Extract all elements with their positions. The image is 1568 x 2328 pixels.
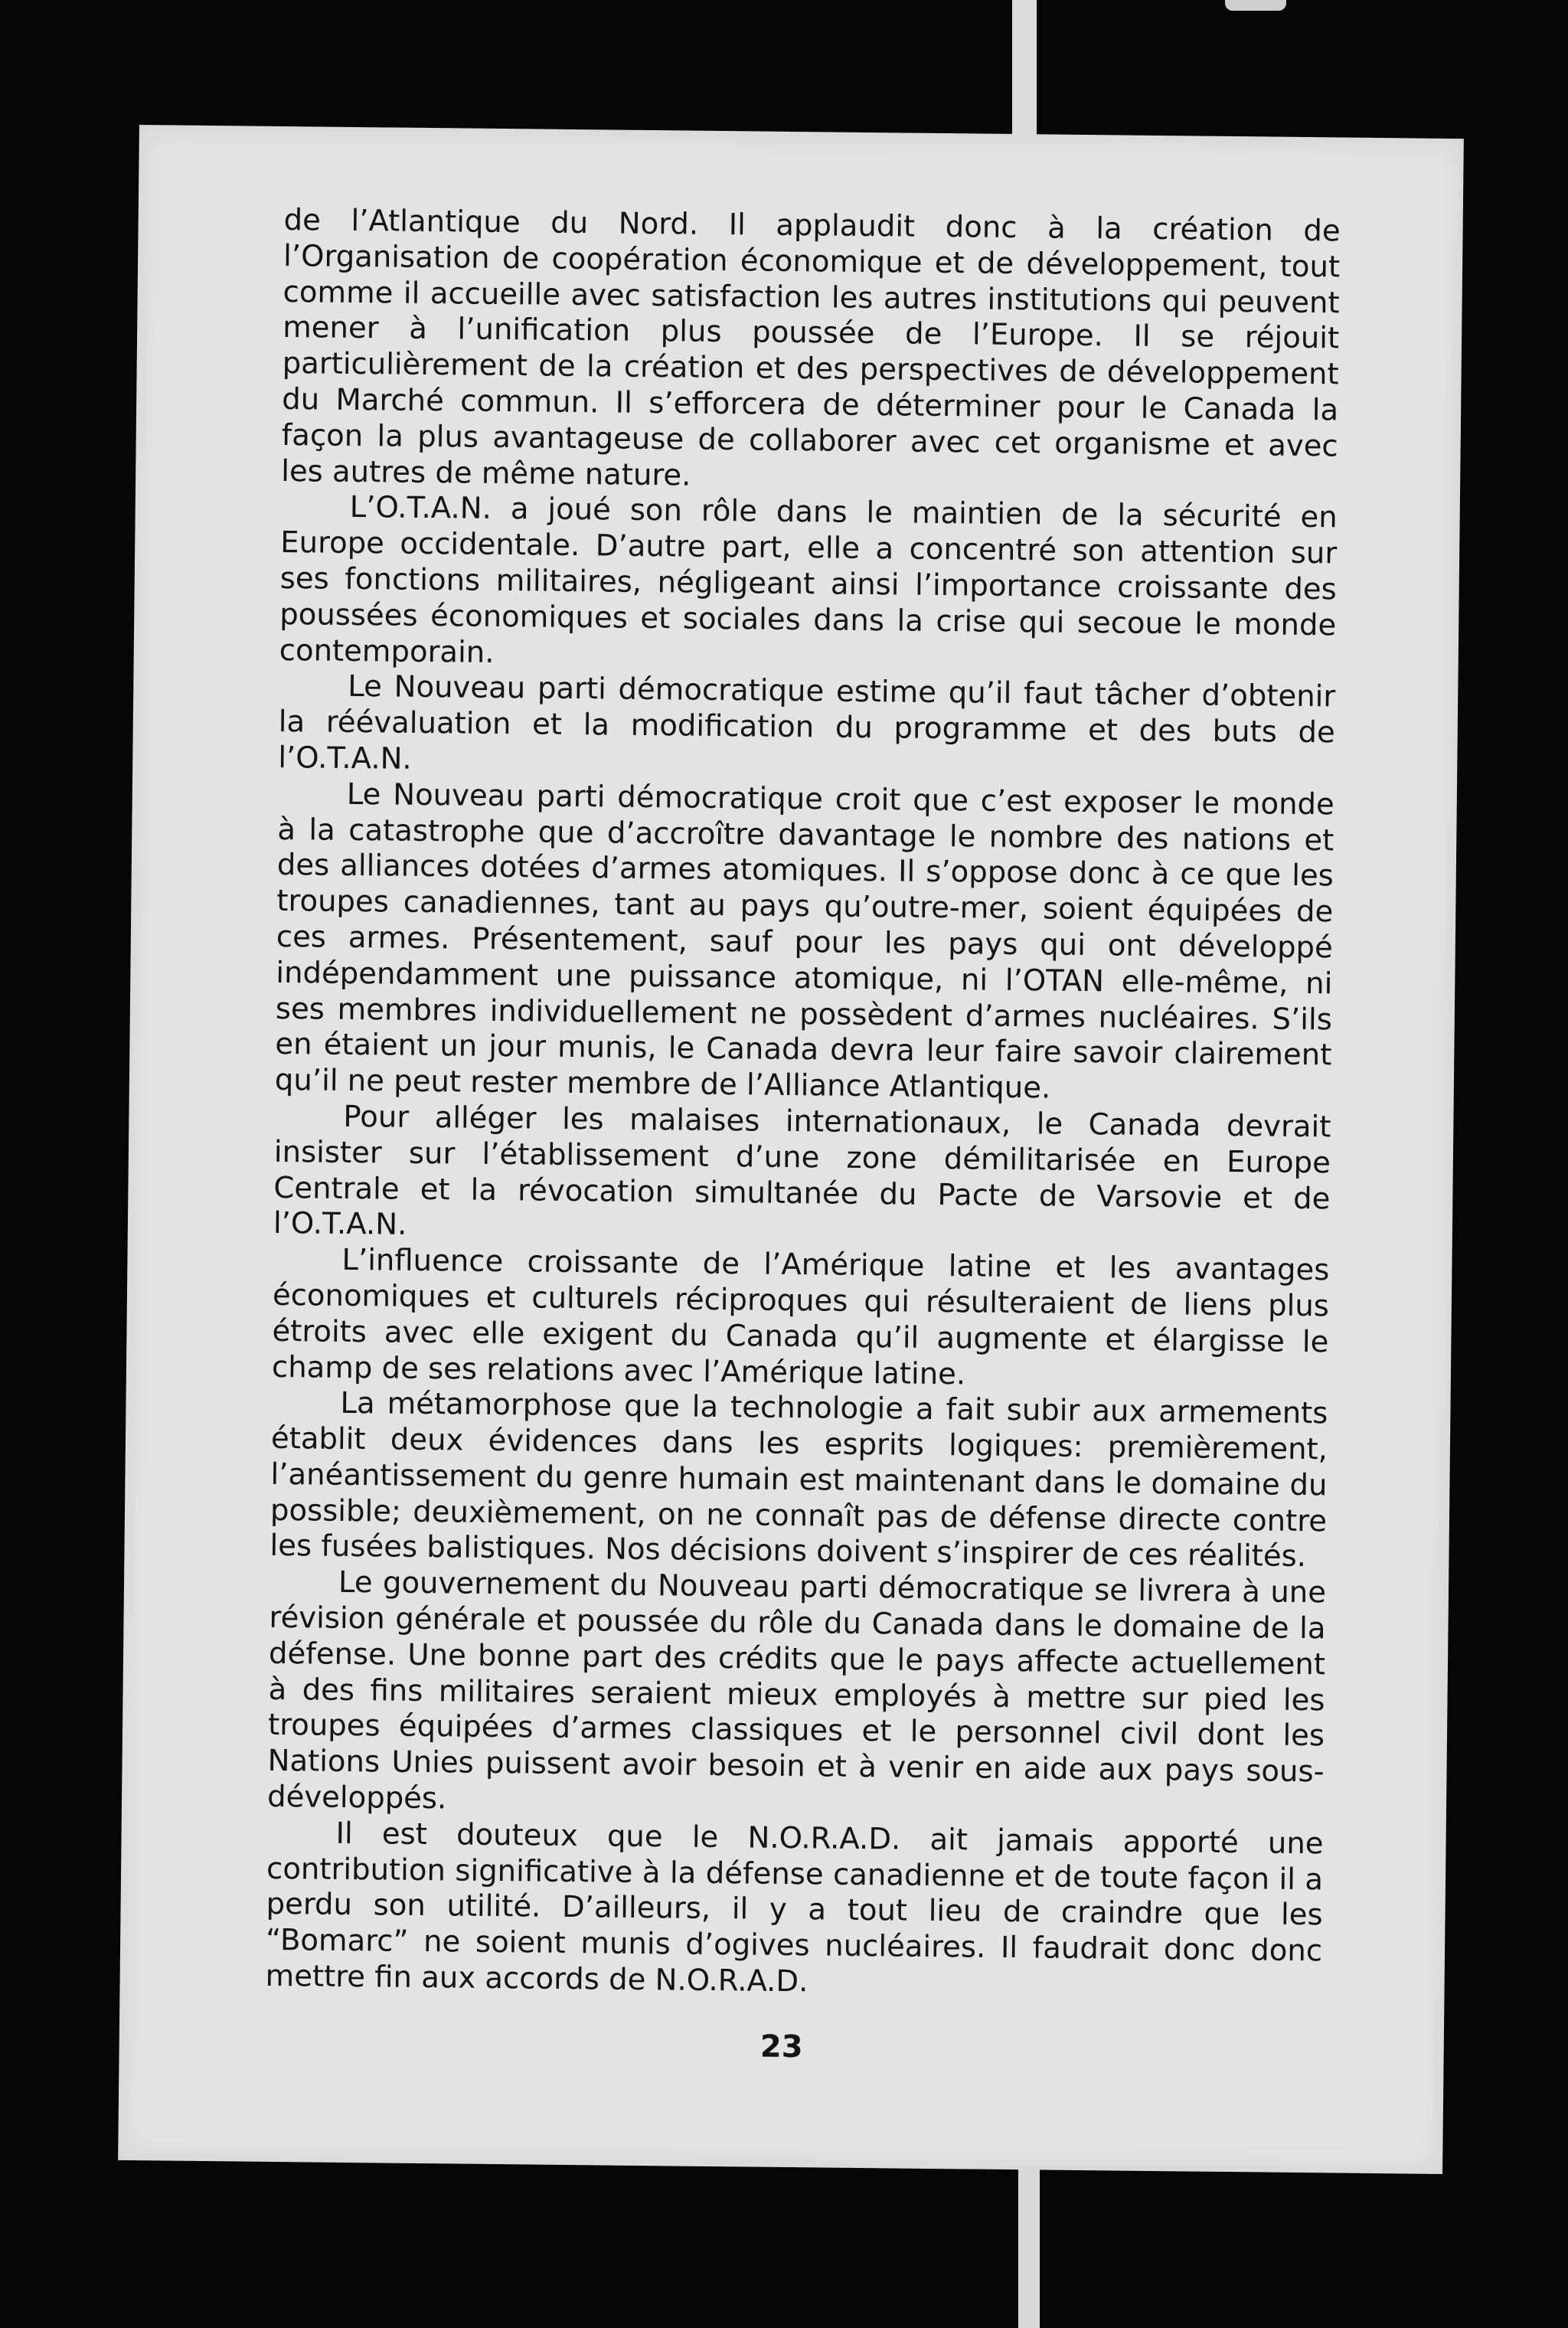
paragraph-6: L’influence croissante de l’Amérique latine et les avantages économiques et culturels réciproques qui résulteraient de liens plus étroits avec elle exigent du Canada qu’il augmente et élargisse le champ de ses relations avec l’Amérique latine. <box>271 1242 1330 1391</box>
paragraph-9: Il est douteux que le N.O.R.A.D. ait jamais apporté une contribution significative à la défense canadienne et de toute façon il a perdu son utilité. D’ailleurs, il y a tout lieu de craindre que les “Bomarc” ne soient munis d’ogives nucléaires. Il faudrait donc donc mettre fin aux accords de N.O.R.A.D. <box>265 1816 1324 1999</box>
page-number: 23 <box>760 2029 803 2065</box>
paragraph-4: Le Nouveau parti démocratique croit que c’est exposer le monde à la catastrophe que d’accroître davantage le nombre des nations et des alliances dotées d’armes atomiques. Il s’oppose donc à ce que les troupes canadiennes, tant au pays qu’outre-mer, soient équipées de ces armes. Présentement, sauf pour les pays qui ont développé indépendamment une puissance atomique, ni l’OTAN elle-même, ni ses membres individuellement ne possèdent d’armes nucléaires. S’ils en étaient un jour munis, le Canada devra leur faire savoir clairement qu’il ne peut rester membre de l’Alliance Atlantique. <box>274 777 1334 1106</box>
body-text <box>265 203 1340 2006</box>
paragraph-1: de l’Atlantique du Nord. Il applaudit donc à la création de l’Organisation de coopération économique et de développement, tout comme il accueille avec satisfaction les autres institutions qui peuvent mener à l’unification plus poussée de l’Europe. Il se réjouit particulièrement de la création et des perspectives de développement du Marché commun. Il s’efforcera de déterminer pour le Canada la façon la plus avantageuse de collaborer avec cet organisme et avec les autres de même nature. <box>281 202 1341 493</box>
document-page <box>118 125 1464 2174</box>
film-strip-top <box>1012 0 1037 146</box>
paragraph-7: La métamorphose que la technologie a fait subir aux armements établit deux évidences dans les esprits logiques: premièrement, l’anéantissement du genre humain est maintenant dans le domaine du possible; deuxièmement, on ne connaît pas de défense directe contre les fusées balistiques. Nos décisions doivent s’inspirer de ces réalités. <box>270 1386 1328 1574</box>
paragraph-8: Le gouvernement du Nouveau parti démocratique se livrera à une révision générale et poussée du rôle du Canada dans le domaine de la défense. Une bonne part des crédits que le pays affecte actuellement à des fins militaires seraient mieux employés à mettre sur pied les troupes équipées d’armes classiques et le personnel civil dont les Nations Unies puissent avoir besoin et à venir en aide aux pays sous-développés. <box>266 1565 1327 1816</box>
paragraph-2: L’O.T.A.N. a joué son rôle dans le maintien de la sécurité en Europe occidentale. D’autre part, elle a concentré son attention sur ses fonctions militaires, négligeant ainsi l’importance croissante des poussées économiques et sociales dans la crise qui secoue le monde contemporain. <box>279 490 1338 670</box>
paragraph-5: Pour alléger les malaises internationaux, le Canada devrait insister sur l’établissement d’une zone démilitarisée en Europe Centrale et la révocation simultanée du Pacte de Varsovie et de l’O.T.A.N. <box>273 1099 1331 1243</box>
paragraph-3: Le Nouveau parti démocratique estime qu’il faut tâcher d’obtenir la réévaluation et la modification du programme et des buts de l’O.T.A.N. <box>278 669 1336 777</box>
film-edge-mark <box>1225 0 1286 11</box>
